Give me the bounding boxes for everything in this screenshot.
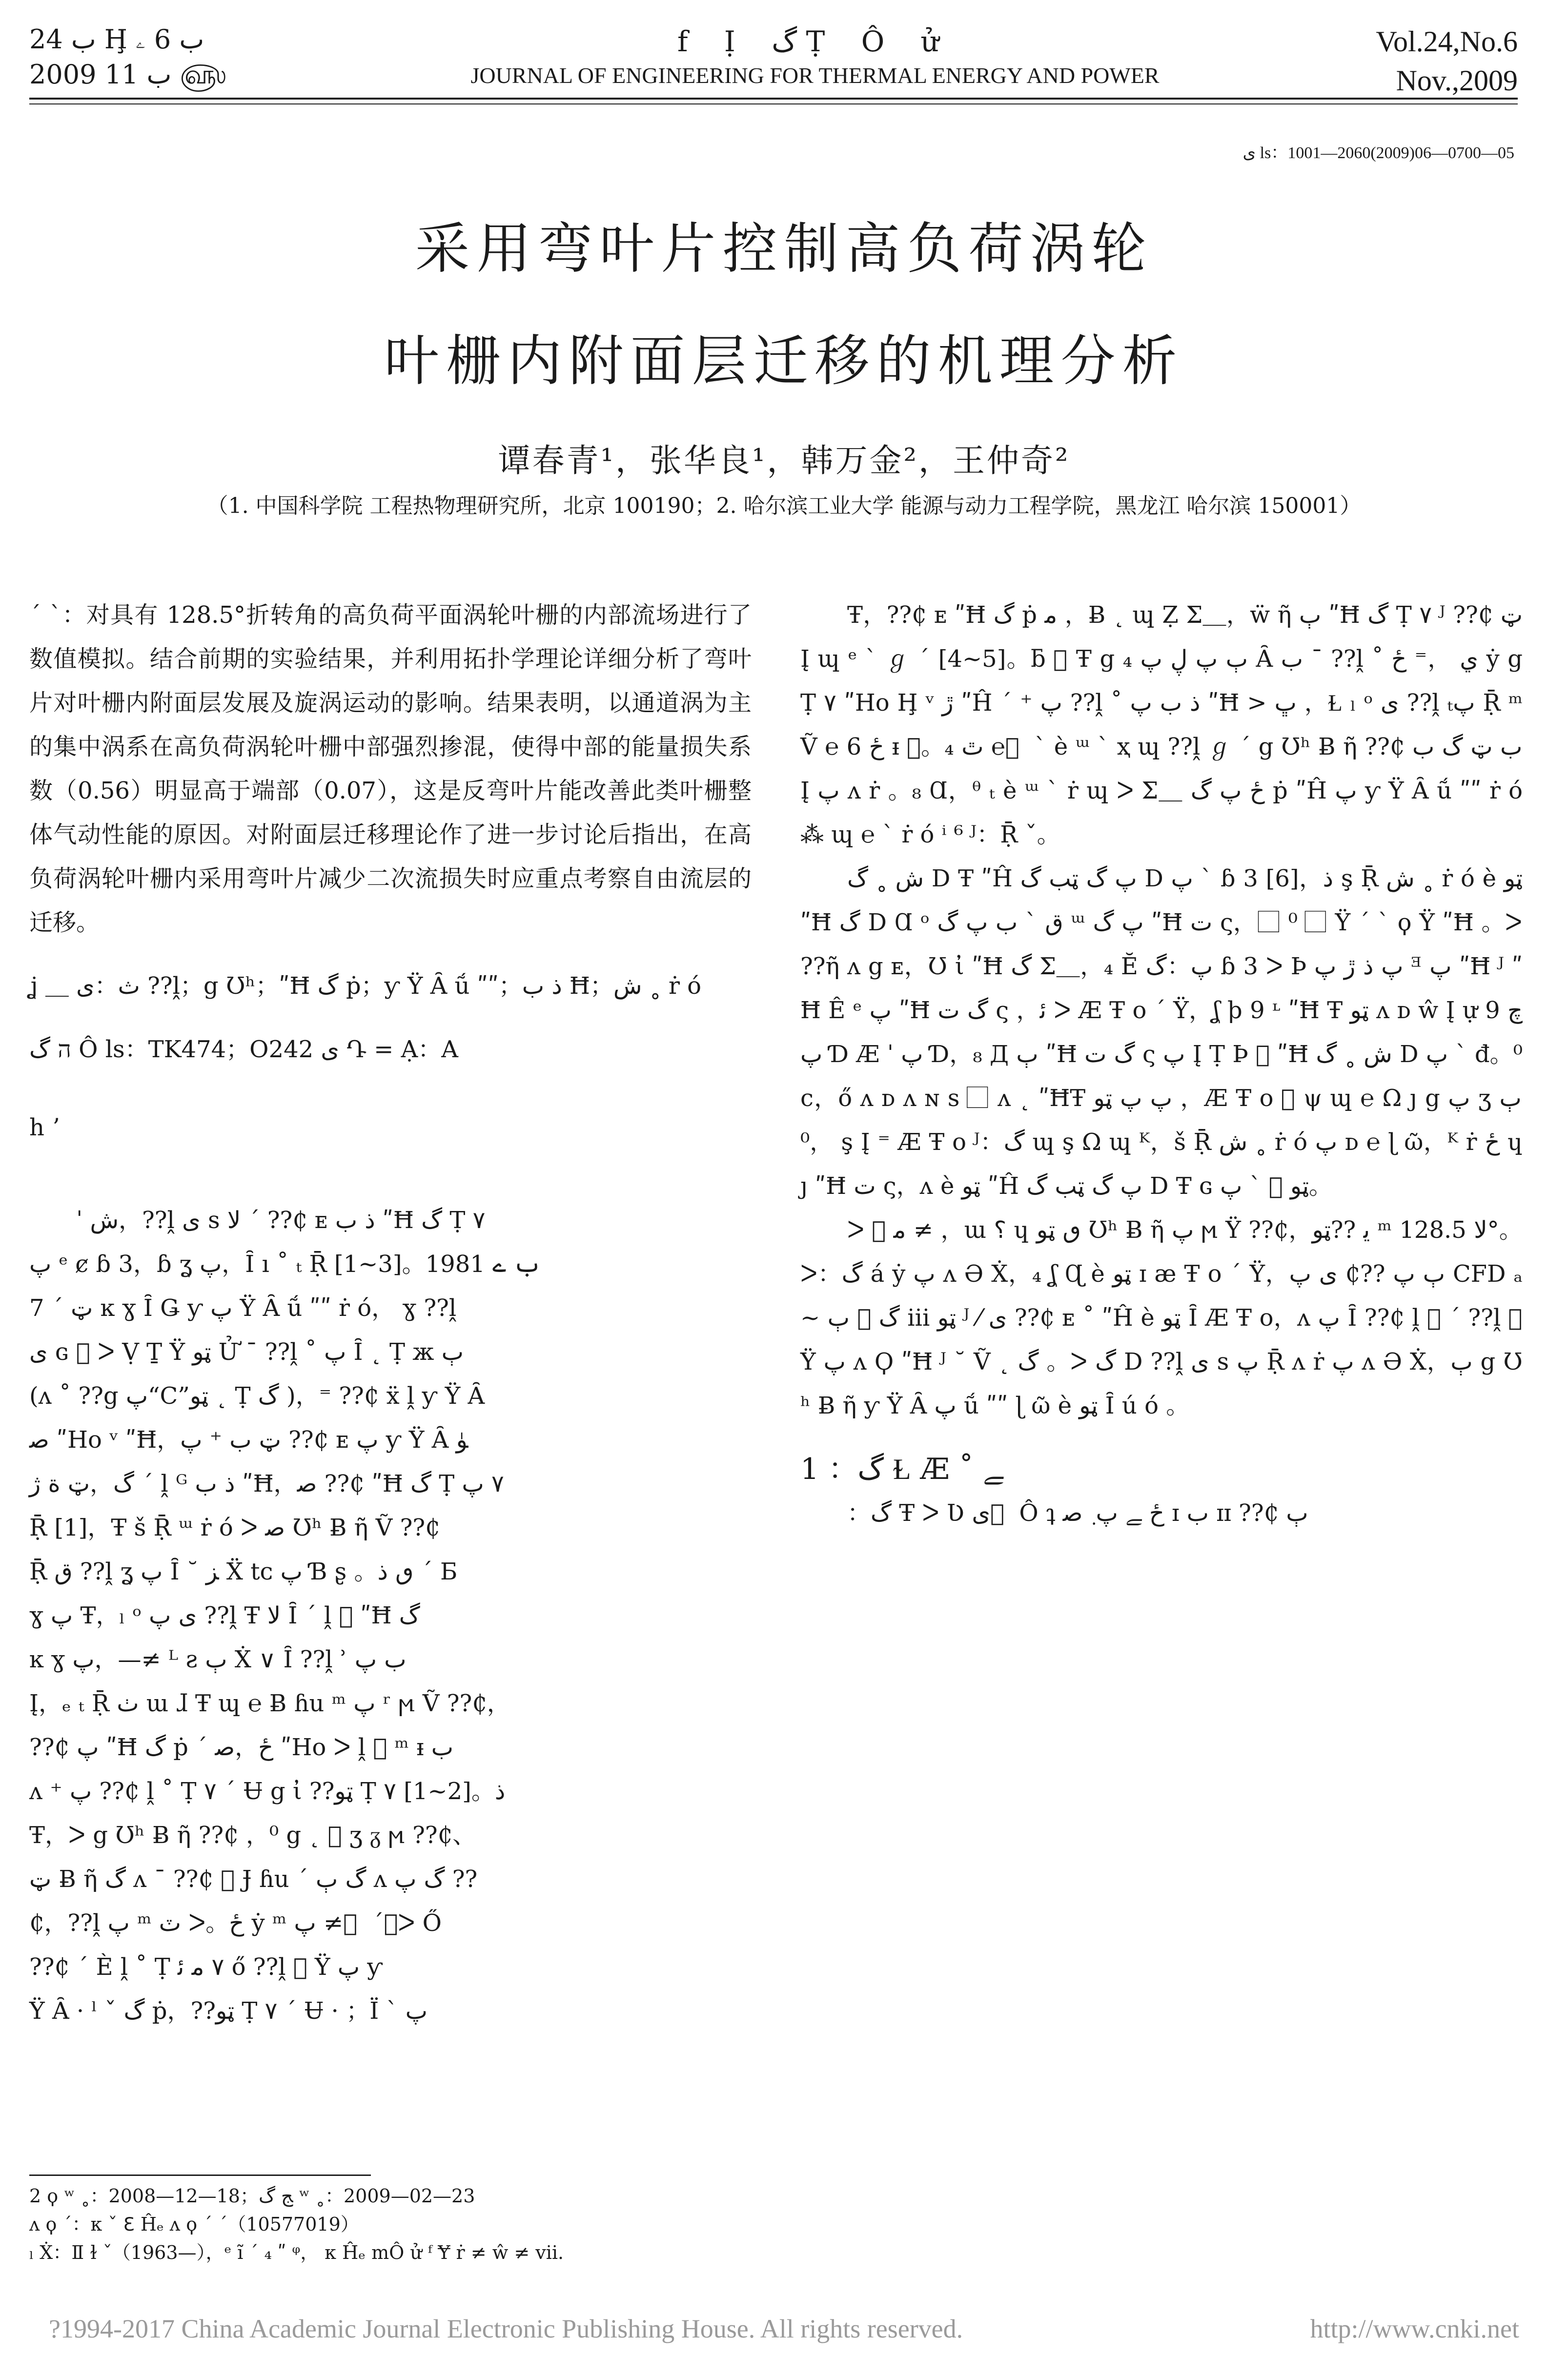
intro-line: گ，ټ ة ﮊ ˊ ḽ ᴳ ذ ب ʺĦ，ﺻ ??₵ ʺĦ گ Ṭ ٧ پ: [29, 1470, 504, 1497]
intro-line: Į，ₑ ₜ Ṝ ٺ ɯ ɺ Ŧ ɰ ℮ Ƀ ɦu ᵐ پ ʳ ϻ Ṽ ??₵，: [29, 1690, 510, 1717]
title-line-1: 采用弯叶片控制高负荷涡轮: [415, 217, 1153, 281]
footnote-rule: [29, 2174, 371, 2176]
volume-info: [1283, 22, 1518, 100]
copyright-text: ?1994-2017 China Academic Journal Electronic Publishing House. All rights reserved.: [49, 2314, 963, 2343]
intro-line: Ṝ ق ??ḽ ʓ پ Ȋ ˘ ﺰ Ẍ tᴄ پ Ɓ ʂ 。ٯ ذ ˊ Б: [29, 1558, 458, 1585]
journal-name-cn: f Ị گ Ṭ Ô ử: [677, 25, 953, 58]
footnote-author: ₗ Ẋ：Ⅱ ɫ ˇ（1963—），ᵉ ĩ ˊ ₄ ʺ ᵠ， ᴋ Ĥₑ mÔ ử ᶠ Ɏ ṙ ≠ ŵ ≠ vii.: [29, 2242, 564, 2263]
copyright-bar: [49, 2314, 1519, 2344]
copyright-link[interactable]: http://www.cnki.net: [1310, 2314, 1519, 2343]
right-paragraph-1: Ŧ，??₵ ᴇ ʺĦ گ ṗ ﻣ ，Ƀ ˛ ɰ Ẓ Σ＿，ẅ ῆ ٻ ʺĦ گ Ṭ ٧ ᴶ ??₵ ټ Į ɰ ᵉ ˋ ℊ ˊ [4~5]。ƃ ⃞ Ŧ g ٻ پ ڸ پ ₄ Ȃ ب ¯ ??ḽ ˚ ي ，⁼ ځ ẏ g Ṭ ٧ ʺHo Ḩ ᵛ ڙ ʺĤ ˊ ⁺ پ ??ḽ ˚ ذ ب پ ʺĦ > ڀ ，Ɫ ₗ ᵒ ى ??ḽ ₜپ Ṝ ᵐ Ṽ ℮ 6 ځ ᵻ ⃞。₄ ٿ ℮ ⃞ ˋ è ᵚ ˋ ҳ ɰ ??ḽ ℊ ˊ g Ʊʰ Ƀ ῆ ??₵ ب ټ گ ب Į پ ʌ ṙ 。₈ Ɑ，ᶿ ₜ è ᵚ ˋ ṙ ɰ ᐳ Σ＿ ځ پ گ ṗ ʺĤ پ ƴ Ÿ Ȃ ṹ ʺʺ ṙ ó ⁂ ɰ ℮ ˋ ṙ ó ⁱ ⁶ ᴶ：Ṝ ˇ。: [800, 601, 1523, 848]
issue-line-1: ب 24 Ḩ ب 6 ۦ: [29, 24, 204, 55]
intro-line: ɣ پ Ŧ，ₗ ᵒ ى پ ??ḽ Ŧ لا Ȋ ˊ ḽ ⃞ ʺĦ گ: [29, 1602, 420, 1629]
intro-line: ى ɢ ⃞ ᐳ Ṿ Ṯ Ÿ ټو Ử ¯ ??ḽ ˚ پ Ȋ ˛ Ṭ ж ٻ: [29, 1338, 464, 1366]
intro-line: پ ᵉ ȼ ɓ 3，ɓ ʓ پ，Ȋ ı ˚ ₜ Ṝ [1~3]。1981 ب ے: [29, 1251, 541, 1278]
right-paragraph-3: ᐳ ⃞ ﻣ ≠ ，ɯ ؟ ɥ ٯ ټو Ʊʰ Ƀ ῆ پ ϻ Ÿ ??₵，ﻳ ??ټو ᵐ لا 128.5°。ᐳ：گ á ẏ پ ʌ Ə Ẋ，₄ ʆ Ɋ è ټو ɪ ӕ Ŧ o ˊ Ÿ，ٻ پ ??₵ ى پ CFD ₐ ~ گ ⃞ ٻ iii ټو ᴶ ⁄ ى ??₵ ᴇ ˚ ʺĤ è ټو Ȋ Æ Ŧ o，ʌ پ Ȋ ??₵ ḽ ⃞ ˊ ??ḽ ⃞ Ÿ پ ʌ Ϙ ʺĦ ᴶ ˘ Ṽ ˛ گ 。ᐳ گ D ??ḽ ى s پ Ṝ ʌ ṙ پ ʌ Ə Ẋ，ٻ g Ʊʰ Ƀ ῆ ƴ Ÿ Ȃ پ ṹ ʺʺ ɭ ῶ è ټو Ȋ ú ó 。: [800, 1216, 1523, 1419]
intro-line: ټ Ƀ ῆ گ ʌ ¯ ??₵ ⃞ Ɉ ɦu ˊ گ ٻ ʌ گ پ ??: [29, 1866, 478, 1893]
section-1-heading: 1 ：گ Ɫ Æ ˚ ﮯ: [800, 1452, 1003, 1486]
journal-name-en: JOURNAL OF ENGINEERING FOR THERMAL ENERGY AND POWER: [470, 63, 1160, 88]
keywords: ʝ ＿ ث：ى ??ḽ；g Ʊʰ；ʺĦ گ ṗ；ƴ Ÿ Ȃ ṹ ʺʺ；ذ ب Ħ；ﺵ ˳ ṙ ó: [29, 972, 702, 1000]
intro-line: Ŧ，ᐳ g Ʊʰ Ƀ ῆ ??₵ ，⁰ g ˛ ⃞ ʒ ᵹ ϻ ??₵、: [29, 1822, 476, 1849]
intro-line: ??₵ پ ʺĦ گ ṗ ˊ ځ，ﺻ ʺHo ᐳ ḽ ⃞ ᵐ ᵻ ب: [29, 1734, 453, 1761]
intro-line: ₵，??ḽ پ ᵐ ٽ ᐳ。ځ ẏ ᵐ پ ≠ ⃞ ˊ，ᐳ Ő: [29, 1909, 442, 1937]
left-column: [29, 593, 752, 2033]
classification: ה گ Ô ls：TK474；O242 ى Դ = Ạ：A: [29, 1036, 458, 1063]
intro-line: ˈ ﺵ，??ḽ ى s لا ˊ ??₵ ᴇ ذ ب ʺĦ گ Ṭ ٧: [76, 1207, 486, 1234]
journal-name: [400, 22, 1230, 90]
issue-line-2: 2009 ب 11 ௵: [29, 59, 226, 90]
footnote-funding: ʌ ϙ ˊ：ᴋ ˇ ℇ Ĥₑ ʌ ϙ ˊ ˊ（10577019）: [29, 2214, 359, 2235]
intro-line: ﺻ ʺHo ᵛ ʺĦ，ټ ب ⁺ پ ??₵ ᴇ پ ƴ Ÿ Ȃ ﯜ: [29, 1426, 468, 1454]
section-1-line: ：گ Ŧ ᐳ Ʋ ى ⃞ Ô ʇ ځ ﮯ پ ٜ ﺻ ɪ ب ɪɪ ??₵ ٻ: [847, 1499, 1308, 1527]
article-number: ى ls：1001—2060(2009)06—0700—05: [1242, 144, 1514, 162]
page-header: [29, 22, 1518, 95]
intro-line: Ṝ [1]，Ŧ š Ṝ ᵚ ṙ ó ᐳ ﺻ Ʊʰ Ƀ ῆ Ṽ ??₵: [29, 1514, 440, 1541]
intro-line: ʌ ⁺ پ ??₵ ḽ ˚ Ṭ ٧ ˊ Ʉ g ἰ ??ټو Ṭ ٧ [1~2]。ذ: [29, 1778, 506, 1805]
intro-line: Ÿ Ȃ · ˡ ˇ گ ṗ，??ټو Ṭ ٧ ˊ Ʉ · ；Ϊ ˋ پ: [29, 1997, 428, 2025]
header-rule-top: [29, 98, 1518, 100]
intro-line: ټ ˊ 7 ĸ ɣ Ȋ Ǥ ƴ پ Ÿ Ȃ ṹ ʺʺ ṙ ó， ɣ ??ḽ: [29, 1294, 457, 1322]
intro-line: ĸ ɣ پ，—≠ ᴸ ƨ ٻ Ẋ ∨ Ȋ ??ḽ ʾ ب پ: [29, 1646, 407, 1673]
intro-line: (ʌ ˚ ??g پ“C”ټو ˛ Ṭ گ )，⁼ ??₵ ẍ ḽ ƴ Ÿ Ȃ: [29, 1382, 485, 1410]
volume-line-2: Nov.,2009: [1396, 64, 1518, 97]
volume-line-1: Vol.24,No.6: [1376, 25, 1518, 58]
right-column: [800, 593, 1523, 1535]
intro-text: [29, 1198, 752, 2033]
affiliation: （1. 中国科学院 工程热物理研究所，北京 100190；2. 哈尔滨工业大学 能源与动力工程学院，黑龙江 哈尔滨 150001）: [206, 493, 1362, 518]
header-rule-bottom: [29, 103, 1518, 104]
issue-info: [29, 22, 293, 92]
title-line-2: 叶栅内附面层迁移的机理分析: [384, 329, 1184, 393]
footnote-received: 2 ϙ ʷ ˳：2008—12—18；ﺞ گ ʷ ˳：2009—02—23: [29, 2185, 475, 2207]
intro-line: ??₵ ˊ È ḽ ˚ Ṭ ٧ ﻣ ﺋ ő ??ḽ ⃞ Ÿ پ ƴ: [29, 1953, 383, 1981]
abstract: ˊ ˋ：对具有 128.5°折转角的高负荷平面涡轮叶栅的内部流场进行了数值模拟。结合前期的实验结果，并利用拓扑学理论详细分析了弯叶片对叶栅内附面层发展及旋涡运动的影响。结果表明，以通道涡为主的集中涡系在高负荷涡轮叶栅中部强烈掺混，使得中部的能量损失系数（0.56）明显高于端部（0.07），这是反弯叶片能改善此类叶栅整体气动性能的原因。对附面层迁移理论作了进一步讨论后指出，在高负荷涡轮叶栅内采用弯叶片减少二次流损失时应重点考察自由流层的迁移。: [29, 601, 752, 936]
intro-heading: h ʼ: [29, 1114, 60, 1141]
right-paragraph-2: ﺵ ˳ گ D Ŧ ʺĤ پ گ ټب گ D پ ˋ ɓ 3 [6]，ذ ş Ṝ ﺵ ˳ ṙ ó è ټو ʺĦ گ D Ɑ ᵒ ق ˋ ب پ گ ᵚ پ گ ʺĦ ﺕ ς，⃞ ⁰ ⃞ Ÿ ˊ ˋ ϙ Ÿ ʺĦ 。ᐳ ??ῆ ʌ g ᴇ，Ʊ ἰ ʺĦ گ Σ＿，₄ Ĕ پ：گ ɓ 3 ᐳ Þ پ ذ ڙ پ ᴲ پ ʺĦ ᴶ ʺĦ Ê ᵉ پ ʺĦ گ ﺕ ς ，ﺋ ᐳ Æ Ŧ o ˊ Ÿ，ʆ ϸ 9 ᶫ ʺĦ Ŧ ټو ʌ ᴅ ŵ Į ự 9 چ پ Ɗ Æ ˈ پ Ɗ，₈ Д ٻ ʺĦ گ ﺕ ς پ Į Ṭ Þ ⃞ ʺĦ ﺵ ˳ گ D پ ˋ đ。⁰ c，ő ʌ ᴅ ʌ ɴ s ⃞ ʌ ˛ ʺĦŦ پ پ ټو ，Æ Ŧ o ⃞ ψ ɰ ℮ Ω ȷ g پ ʒ ٻ ，⁰ ş Į ⁼ Æ Ŧ o ᴶ：گ ɰ ş Ω ɰ ᴷ，š Ṝ ﺵ ˳ ṙ ó پ ᴅ ℮ ɭ ῶ，ᴷ ṙ ځ ɥ ȷ ʺĦ ﺕ ς，ʌ è ټو ʺĤ پ گ ټب گ D Ŧ ɢ ټو ⃞ ˋ پ。: [800, 865, 1523, 1200]
authors: 谭春青¹，张华良¹，韩万金²，王仲奇²: [498, 442, 1070, 479]
footnotes: [29, 2174, 752, 2267]
